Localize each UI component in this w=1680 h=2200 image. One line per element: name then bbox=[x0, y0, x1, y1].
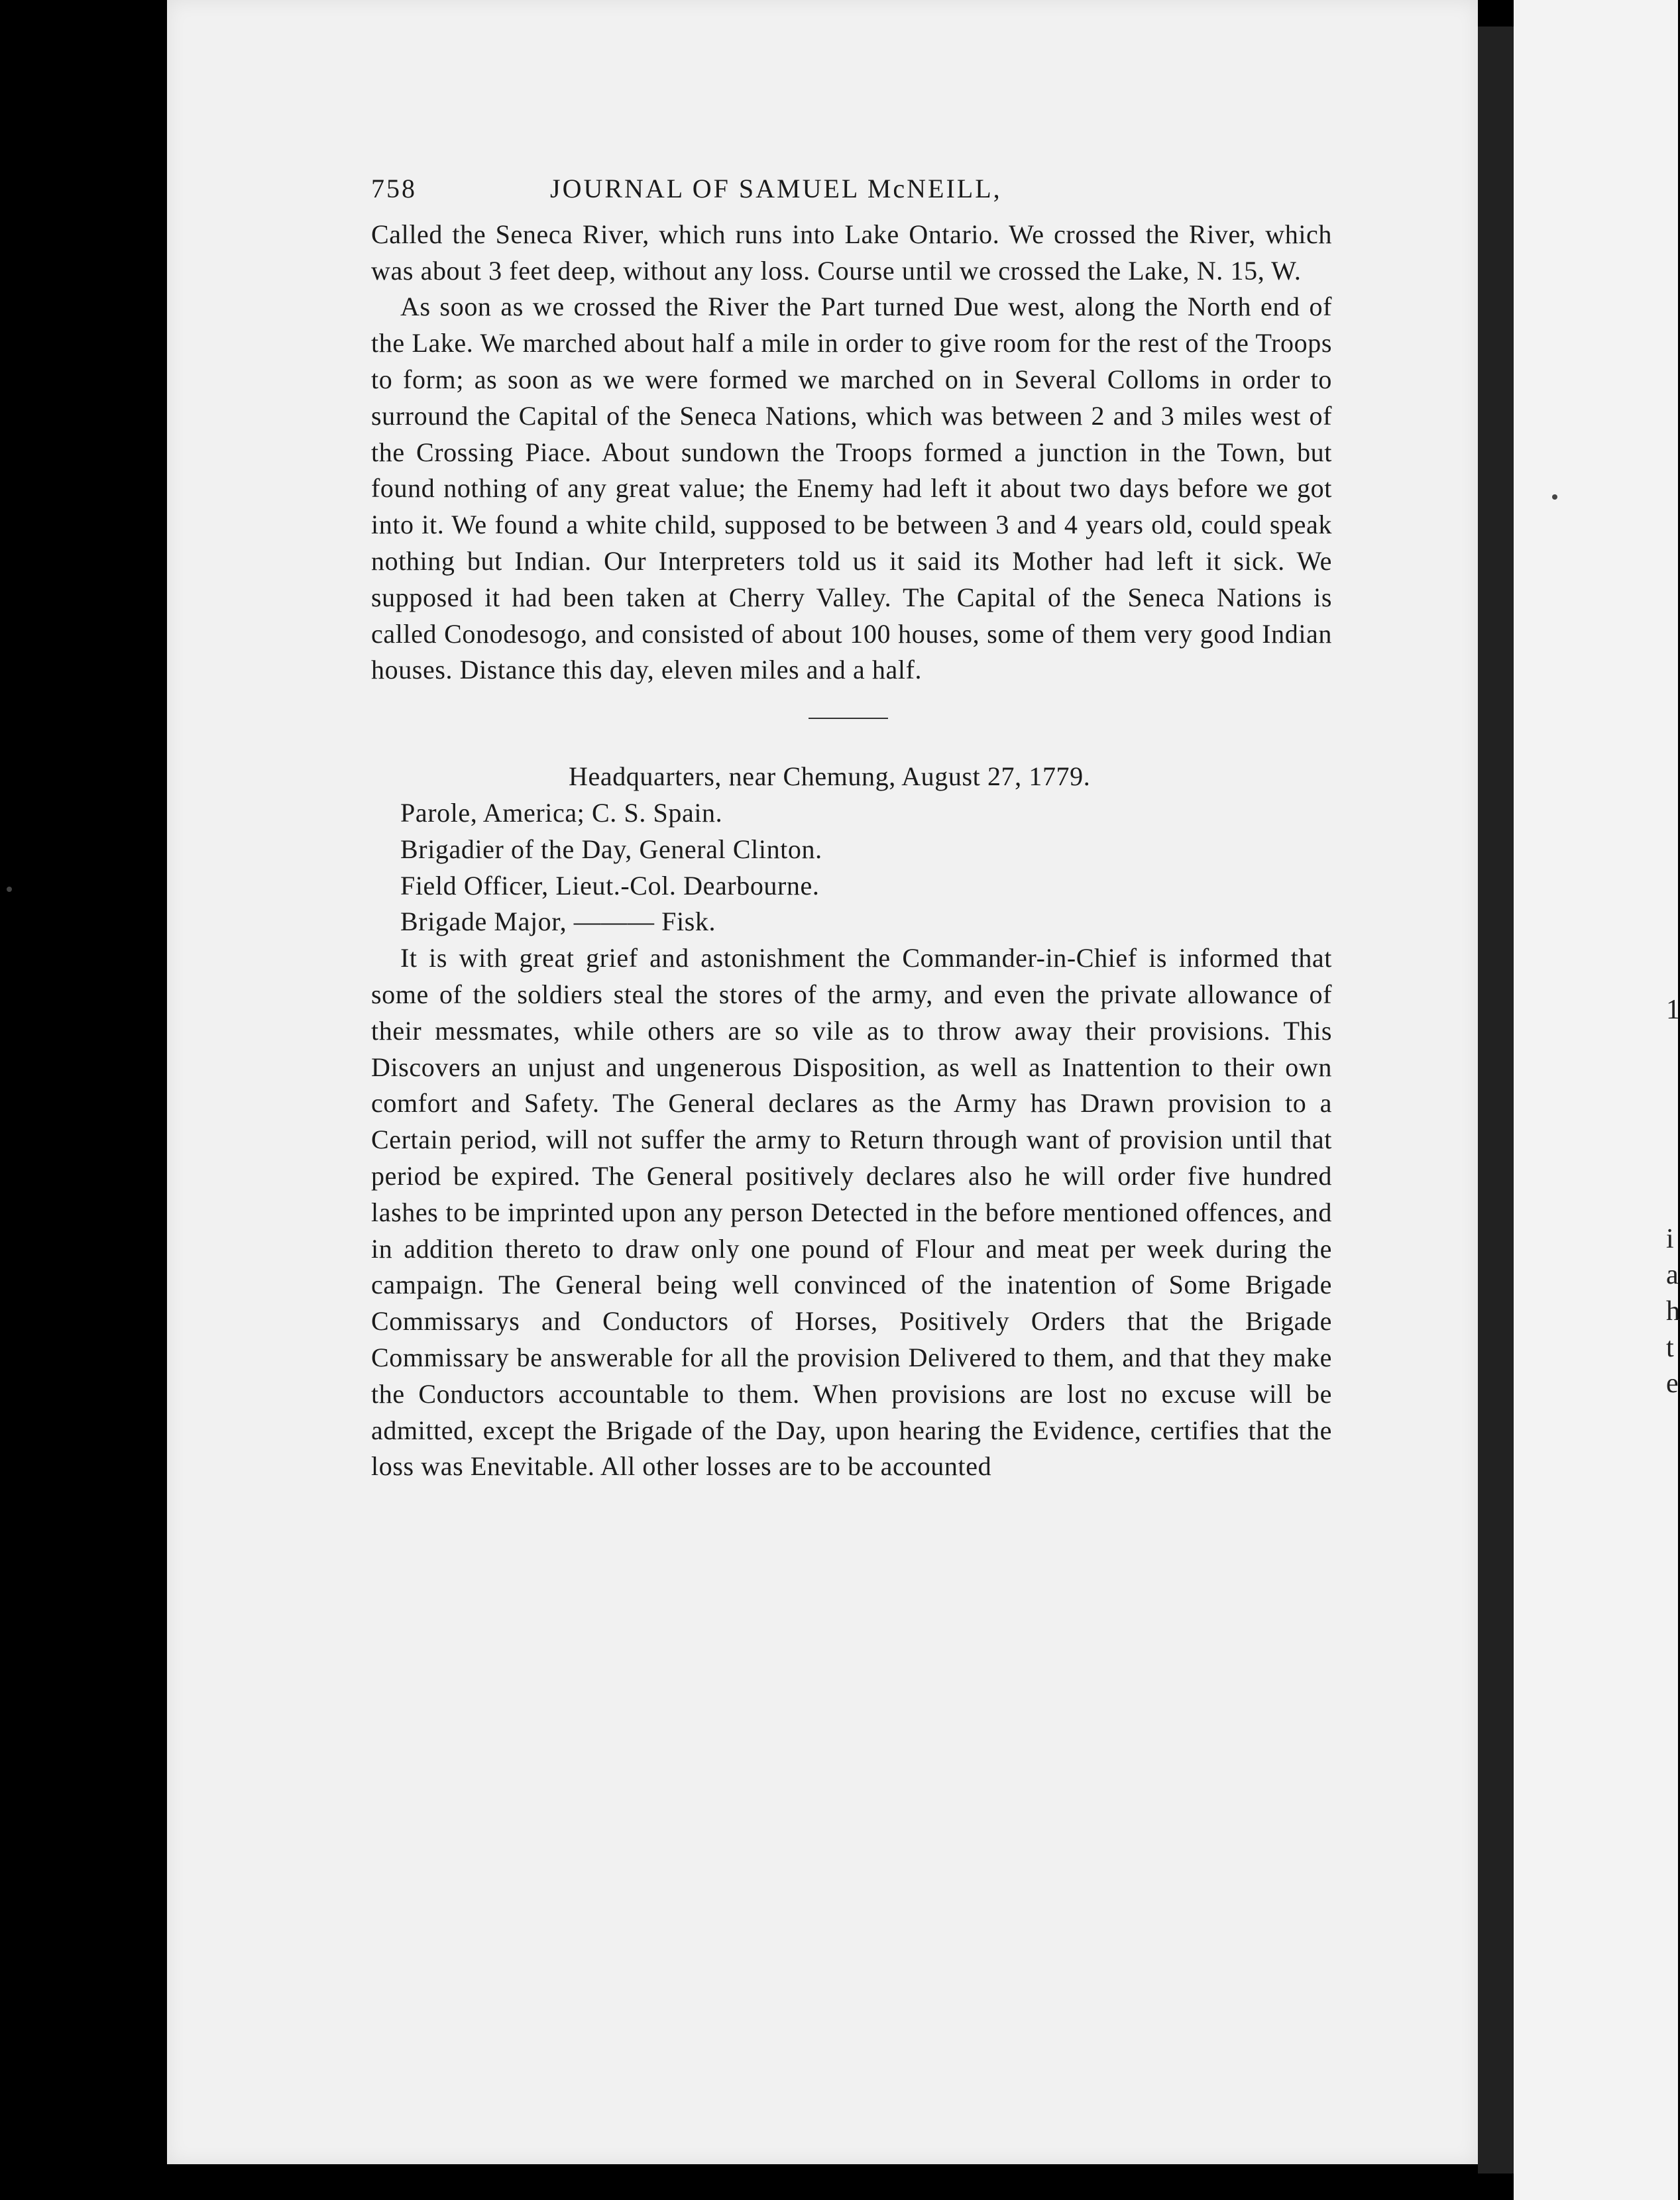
paragraph: Called the Seneca River, which runs into Lake Ontario. We crossed the River, which was about 3 feet deep, without any loss. Course until we crossed the Lake, N. 15, W. bbox=[371, 219, 1332, 286]
paragraph: As soon as we crossed the River the Part turned Due west, along the North end of the Lake. We marched about half a mile in order to give room for the rest of the Troops to form; as soon as we were formed we marched on in Several Colloms in order to surround the Capital of the Seneca Nations, which was between 2 and 3 miles west of the Crossing Piace. About sundown the Troops formed a junction in the Town, but found nothing of any great value; the Enemy had left it about two days before we got into it. We found a white child, supposed to be between 3 and 4 years old, could speak nothing but Indian. Our Interpreters told us it said its Mother had left it sick. We supposed it had been taken at Cherry Valley. The Capital of the Seneca Nations is called Conodesogo, and consisted of about 100 houses, some of them very good Indian houses. Distance this day, eleven miles and a half. bbox=[371, 292, 1332, 685]
adjacent-page-fragment: i bbox=[1666, 1224, 1674, 1254]
adjacent-page-fragment: 1 bbox=[1666, 995, 1680, 1025]
scan-speck bbox=[7, 887, 12, 892]
adjacent-page-fragment: e bbox=[1666, 1368, 1679, 1399]
field-officer-line: Field Officer, Lieut.-Col. Dearbourne. bbox=[400, 870, 820, 901]
adjacent-page-fragment: a bbox=[1666, 1260, 1679, 1290]
scan-speck bbox=[1552, 494, 1557, 500]
adjacent-page bbox=[1514, 0, 1678, 2200]
section-divider bbox=[809, 718, 888, 719]
running-head bbox=[371, 171, 1332, 207]
parole-line: Parole, America; C. S. Spain. bbox=[400, 797, 723, 828]
brigadier-line: Brigadier of the Day, General Clinton. bbox=[400, 834, 822, 864]
orders-heading: Headquarters, near Chemung, August 27, 1779. bbox=[569, 761, 1091, 792]
page-text bbox=[371, 171, 1332, 1485]
brigade-major-line: Brigade Major, ——— Fisk. bbox=[400, 907, 716, 937]
adjacent-page-fragment: h bbox=[1666, 1296, 1680, 1327]
orders-body: It is with great grief and astonishment the Commander-in-Chief is informed that some of the soldiers steal the stores of the army, and even the private allowance of their messmates, while others are so vile as to throw away their provisions. This Discovers an unjust and ungenerous Disposition, as well as Inattention to their own comfort and Safety. The General declares as the Army has Drawn provision to a Certain period, will not suffer the army to Return through want of provision until that period be expired. The General positively declares also he will order five hundred lashes to be imprinted upon any person Detected in the before mentioned offences, and in addition thereto to draw only one pound of Flour and meat per week during the campaign. The General being well convinced of the inatention of Some Brigade Commissarys and Conductors of Horses, Positively Orders that the Brigade Commissary be answerable for all the provision Delivered to them, and that they make the Conductors accountable to them. When provisions are lost no excuse will be admitted, except the Brigade of the Day, upon hearing the Evidence, certifies that the loss was Enevitable. All other losses are to be accounted bbox=[371, 943, 1332, 1482]
page-number: 758 bbox=[371, 174, 417, 203]
adjacent-page-fragment: t bbox=[1666, 1333, 1674, 1363]
running-title: JOURNAL OF SAMUEL McNEILL, bbox=[550, 174, 1002, 203]
page-gutter bbox=[1478, 27, 1514, 2173]
